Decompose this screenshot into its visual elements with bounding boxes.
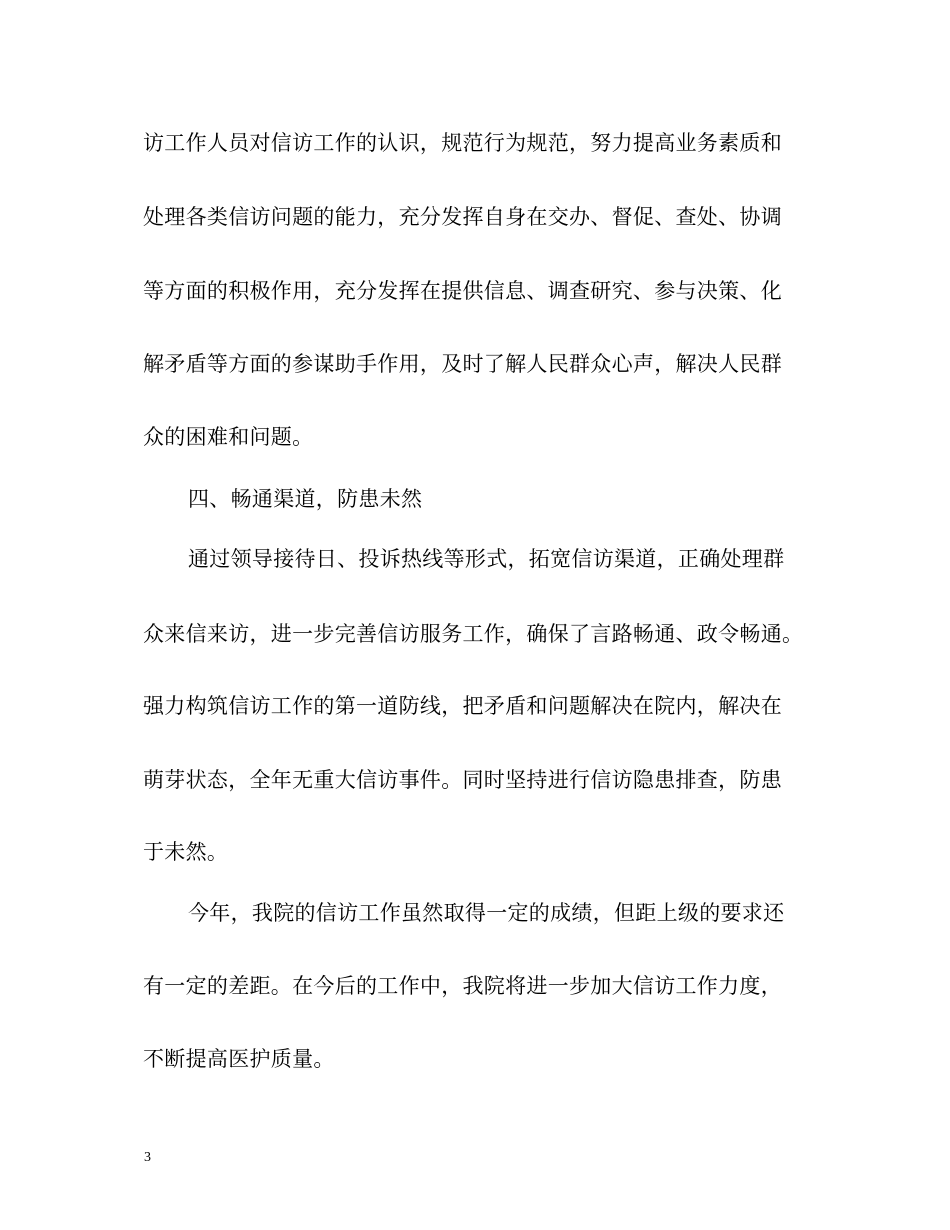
text-line: 解矛盾等方面的参谋助手作用，及时了解人民群众心声，解决人民群 xyxy=(143,352,782,376)
text-line: 众的困难和问题。 xyxy=(143,425,314,449)
text-line: 萌芽状态，全年无重大信访事件。同时坚持进行信访隐患排查，防患 xyxy=(143,768,782,792)
text-line: 于未然。 xyxy=(143,840,229,864)
text-line: 不断提高医护质量。 xyxy=(143,1047,335,1071)
text-line: 访工作人员对信访工作的认识，规范行为规范，努力提高业务素质和 xyxy=(143,131,782,155)
text-line: 有一定的差距。在今后的工作中，我院将进一步加大信访工作力度， xyxy=(143,974,782,998)
text-line: 众来信来访，进一步完善信访服务工作，确保了言路畅通、政令畅通。 xyxy=(143,622,804,646)
text-line: 今年，我院的信访工作虽然取得一定的成绩，但距上级的要求还 xyxy=(188,901,785,925)
page-number: 3 xyxy=(144,1150,151,1165)
text-line: 等方面的积极作用，充分发挥在提供信息、调查研究、参与决策、化 xyxy=(143,279,782,303)
text-line: 通过领导接待日、投诉热线等形式，拓宽信访渠道，正确处理群 xyxy=(188,547,785,571)
text-line: 强力构筑信访工作的第一道防线，把矛盾和问题解决在院内，解决在 xyxy=(143,694,782,718)
text-line: 处理各类信访问题的能力，充分发挥自身在交办、督促、查处、协调 xyxy=(143,205,782,229)
section-heading: 四、畅通渠道，防患未然 xyxy=(188,487,423,511)
